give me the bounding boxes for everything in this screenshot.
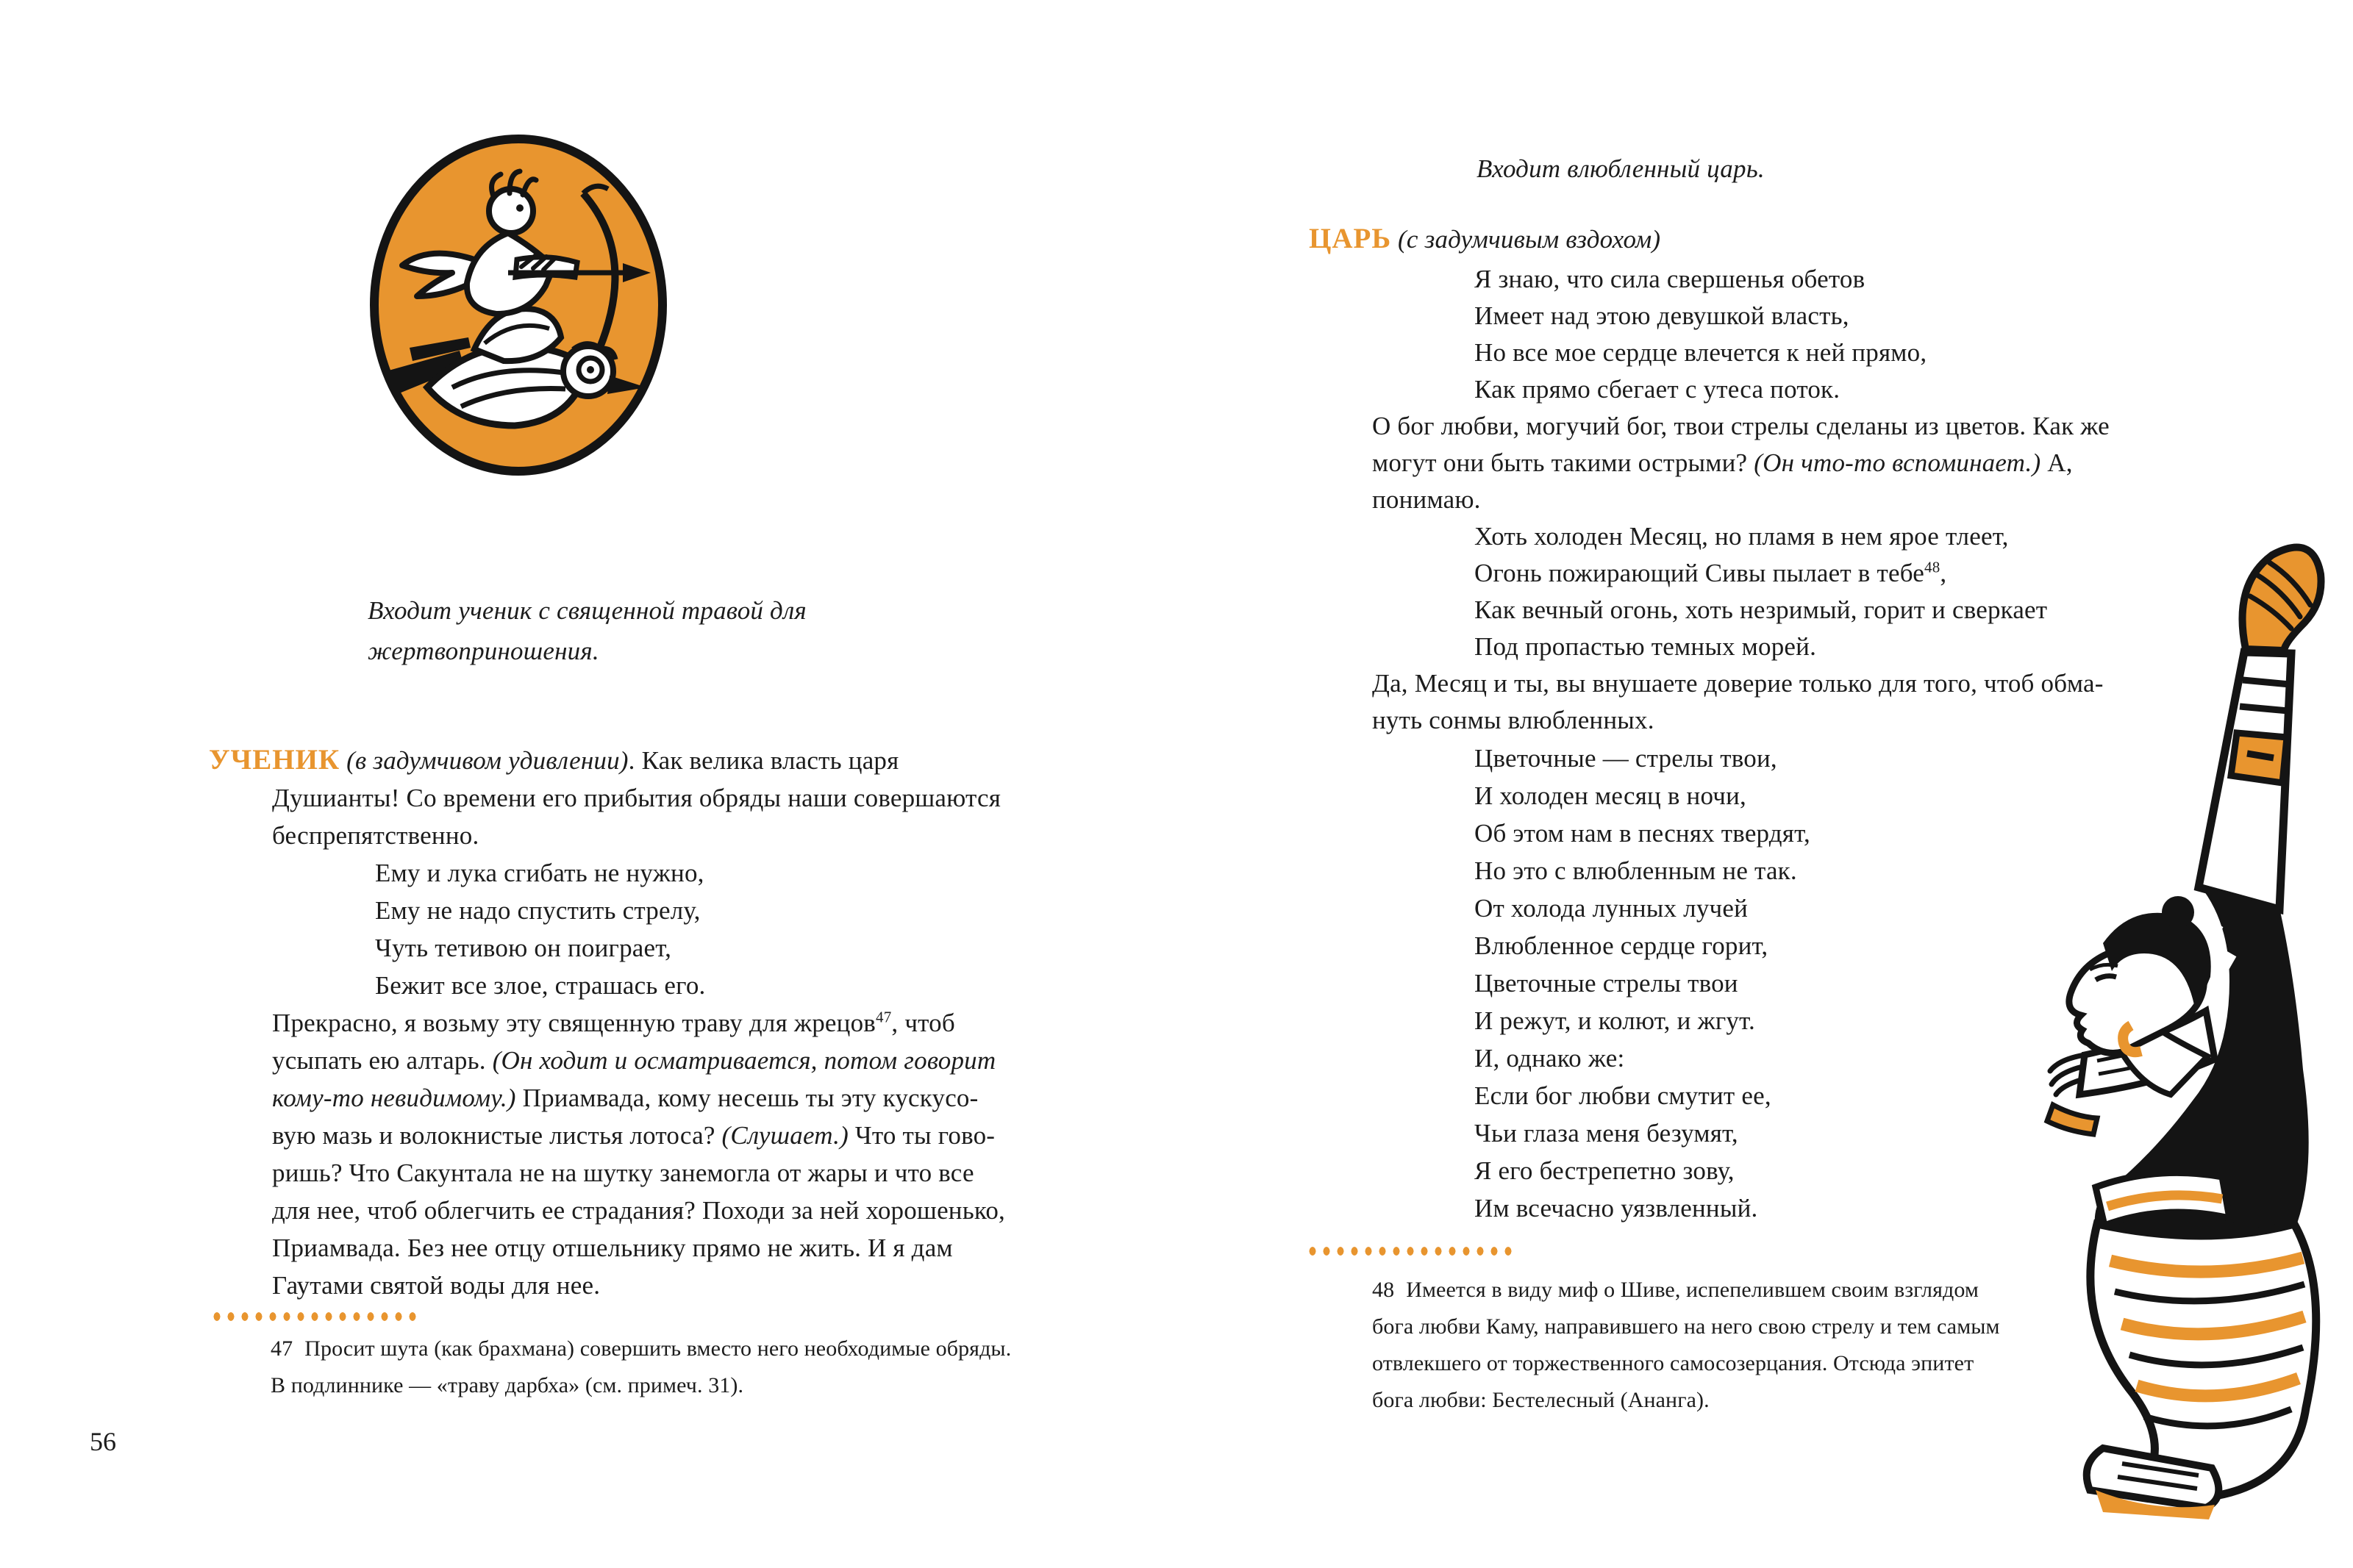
stage-direction: жертвоприношения. bbox=[368, 637, 599, 665]
dialogue-text: . Как велика власть царя bbox=[628, 746, 899, 775]
dialogue-text: вую мазь и волокнистые листья лотоса? bbox=[272, 1121, 722, 1150]
stage-note: (с задумчивым вздохом) bbox=[1391, 225, 1661, 254]
poem-line: Ему не надо спустить стрелу, bbox=[375, 896, 701, 925]
poem-line: Бежит все злое, страшась его. bbox=[375, 971, 706, 1000]
footnote-separator bbox=[1309, 1246, 1518, 1256]
stage-note: (Он что-то вспоминает.) bbox=[1754, 448, 2041, 477]
dialogue-line bbox=[272, 1046, 996, 1075]
footnote-text: Просит шута (как брахмана) совершить вместо него необходимые обряды. bbox=[304, 1336, 1012, 1361]
page-number: 56 bbox=[90, 1427, 116, 1456]
poem-text: Огонь пожирающий Сивы пылает в тебе bbox=[1474, 559, 1924, 587]
dialogue-text: усыпать ею алтарь. bbox=[272, 1046, 493, 1075]
footnote-line: бога любви: Бестелесный (Ананга). bbox=[1372, 1388, 1710, 1412]
poem-line: Имеет над этою девушкой власть, bbox=[1474, 301, 1849, 330]
footnote-separator bbox=[213, 1311, 422, 1322]
dialogue-line bbox=[272, 1009, 955, 1038]
poem-text: , bbox=[1940, 559, 1947, 587]
stage-direction: Входит влюбленный царь. bbox=[1477, 154, 1765, 183]
poem-line: Чуть тетивою он поиграет, bbox=[375, 934, 672, 962]
poem-line bbox=[1474, 559, 1946, 588]
dialogue-line bbox=[272, 1084, 979, 1113]
king-illustration bbox=[1985, 540, 2353, 1522]
dialogue-line bbox=[1309, 223, 1660, 256]
poem-line: Им всечасно уязвленный. bbox=[1474, 1194, 1758, 1222]
poem-line: Как вечный огонь, хоть незримый, горит и сверкает bbox=[1474, 595, 2048, 624]
dialogue-line bbox=[1372, 448, 2073, 478]
dialogue-text: Что ты гово- bbox=[848, 1121, 996, 1150]
stage-note: (в задумчивом удивлении) bbox=[340, 746, 629, 775]
dialogue-line: для нее, чтоб облегчить ее страдания? Походи за ней хорошенько, bbox=[272, 1196, 1005, 1225]
poem-line: Цветочные стрелы твои bbox=[1474, 969, 1738, 998]
dialogue-line bbox=[272, 1121, 995, 1150]
poem-line: Но все мое сердце влечется к ней прямо, bbox=[1474, 338, 1927, 367]
dialogue-text: могут они быть такими острыми? bbox=[1372, 448, 1754, 477]
poem-line: Влюбленное сердце горит, bbox=[1474, 931, 1768, 960]
dialogue-line: понимаю. bbox=[1372, 485, 1481, 514]
dialogue-line: Гаутами святой воды для нее. bbox=[272, 1271, 601, 1300]
poem-line: От холода лунных лучей bbox=[1474, 894, 1749, 923]
poem-line: Я его бестрепетно зову, bbox=[1474, 1156, 1735, 1185]
poem-line: Как прямо сбегает с утеса поток. bbox=[1474, 375, 1840, 404]
poem-line: Ему и лука сгибать не нужно, bbox=[375, 859, 704, 887]
footnote-ref-48: 48 bbox=[1924, 558, 1940, 576]
poem-line: Цветочные — стрелы твои, bbox=[1474, 744, 1777, 773]
dialogue-text: , чтоб bbox=[891, 1009, 955, 1037]
dialogue-line: О бог любви, могучий бог, твои стрелы сделаны из цветов. Как же bbox=[1372, 412, 2110, 440]
dialogue-text: А, bbox=[2040, 448, 2073, 477]
poem-line: Я знаю, что сила свершенья обетов bbox=[1474, 265, 1865, 293]
speaker-label: ЦАРЬ bbox=[1309, 223, 1392, 254]
poem-line: Под пропастью темных морей. bbox=[1474, 632, 1817, 661]
footnote-text: Имеется в виду миф о Шиве, испепелившем своим взглядом bbox=[1406, 1278, 1979, 1302]
stage-note: (Слушает.) bbox=[721, 1121, 849, 1150]
footnote-number: 48 bbox=[1372, 1278, 1395, 1302]
dialogue-line: Приамвада. Без нее отцу отшельнику прямо не жить. И я дам bbox=[272, 1234, 953, 1262]
dialogue-line bbox=[209, 744, 899, 777]
dialogue-line: Да, Месяц и ты, вы внушаете доверие только для того, чтоб обма- bbox=[1372, 669, 2104, 698]
dialogue-line: ришь? Что Сакунтала не на шутку занемогла от жары и что все bbox=[272, 1159, 974, 1187]
dialogue-text: Приамвада, кому несешь ты эту кускусо- bbox=[515, 1084, 979, 1112]
footnote-number: 47 bbox=[271, 1336, 293, 1361]
dialogue-line: беспрепятственно. bbox=[272, 821, 479, 850]
poem-line: Но это с влюбленным не так. bbox=[1474, 856, 1797, 885]
footnote-line bbox=[271, 1336, 1011, 1362]
stage-direction: Входит ученик с священной травой для bbox=[368, 596, 807, 625]
footnote-line bbox=[1372, 1278, 1979, 1303]
stage-note: (Он ходит и осматривается, потом говорит bbox=[492, 1046, 996, 1075]
archer-medallion-illustration bbox=[364, 129, 673, 482]
poem-line: Об этом нам в песнях твердят, bbox=[1474, 819, 1810, 848]
footnote-line: бога любви Каму, направившего на него свою стрелу и тем самым bbox=[1372, 1314, 2000, 1339]
poem-line: Если бог любви смутит ее, bbox=[1474, 1081, 1771, 1110]
dialogue-text: Прекрасно, я возьму эту священную траву для жрецов bbox=[272, 1009, 876, 1037]
poem-line: И холоден месяц в ночи, bbox=[1474, 781, 1746, 810]
speaker-label: УЧЕНИК bbox=[209, 744, 340, 776]
poem-line: Хоть холоден Месяц, но пламя в нем ярое тлеет, bbox=[1474, 522, 2009, 551]
dialogue-line: Душианты! Со времени его прибытия обряды наши совершаются bbox=[272, 784, 1001, 812]
footnote-ref-47: 47 bbox=[876, 1008, 892, 1026]
poem-line: И режут, и колют, и жгут. bbox=[1474, 1006, 1755, 1035]
poem-line: И, однако же: bbox=[1474, 1044, 1625, 1073]
footnote-line: В подлиннике — «траву дарбха» (см. примеч. 31). bbox=[271, 1373, 744, 1397]
dialogue-line: нуть сонмы влюбленных. bbox=[1372, 706, 1654, 734]
poem-line: Чьи глаза меня безумят, bbox=[1474, 1119, 1738, 1148]
footnote-line: отвлекшего от торжественного самосозерцания. Отсюда эпитет bbox=[1372, 1351, 1974, 1375]
stage-note: кому-то невидимому.) bbox=[272, 1084, 516, 1112]
